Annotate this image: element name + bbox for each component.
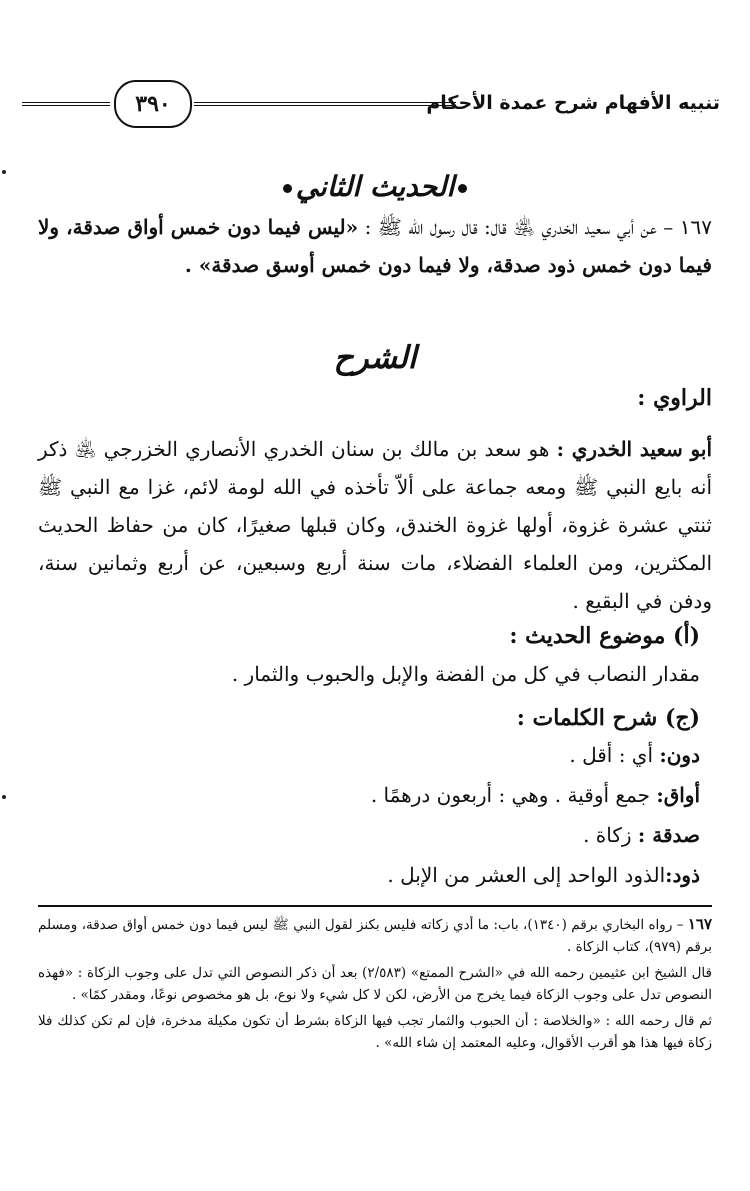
word-term: صدقة : — [637, 823, 700, 847]
word-term: دون: — [659, 743, 700, 767]
narrator-bio-text: هو سعد بن مالك بن سنان الخدري الأنصاري الخزرجي ﵁ ذكر أنه بايع النبي ﷺ ومعه جماعة على ألاّ تأخذه في الله لومة لائم، غزا مع النبي ﷺ ثنتي عشرة غزوة، أولها غزوة الخندق، وكان قبلها صغيرًا، كان من حفاظ الحديث المكثرين، ومن العلماء الفضلاء، مات سنة أربع وسبعين، عن أربع وثمانين سنة، ودفن في البقيع . — [38, 437, 712, 613]
footnotes — [38, 905, 712, 1058]
word-definition: أي : أقل . — [569, 743, 660, 767]
footnote: قال الشيخ ابن عثيمين رحمه الله في «الشرح الممتع» (٢/٥٨٣) بعد أن ذكر النصوص التي تدل على وجوب الزكاة : «فهذه النصوص تدل على وجوب الزكاة فيما يخرج من الأرض، لكن لا كل شيء ولا نوع، بل هو مخصوص نوعًا، ومقدر كمًا» . — [38, 965, 712, 1003]
book-title: تنبيه الأفهام شرح عمدة الأحكام — [426, 92, 720, 114]
topic-heading: (أ) موضوع الحديث : — [509, 623, 700, 649]
hadith-body: «ليس فيما دون خمس أواق صدقة، ولا فيما دون خمس ذود صدقة، ولا فيما دون خمس أوسق صدقة» . — [38, 215, 712, 277]
topic-text: مقدار النصاب في كل من الفضة والإبل والحبوب والثمار . — [231, 662, 700, 686]
hadith-title-text: الحديث الثاني — [295, 170, 455, 203]
word-entry — [583, 823, 700, 847]
page-header — [22, 78, 728, 128]
word-term: ذود: — [665, 863, 700, 887]
bullet-icon — [283, 184, 292, 193]
words-heading: (ج) شرح الكلمات : — [516, 705, 700, 731]
hadith-intro: ١٦٧ – عن أبي سعيد الخدري ﵁ قال: قال رسول الله ﷺ : — [358, 215, 712, 239]
footnote — [38, 913, 712, 958]
word-definition: الذود الواحد إلى العشر من الإبل . — [387, 863, 666, 887]
word-entry — [387, 863, 700, 887]
word-term: أواق: — [656, 783, 700, 807]
margin-mark — [2, 795, 6, 799]
word-entry — [569, 743, 700, 767]
header-rule-left — [22, 102, 110, 106]
narrator-name: أبو سعيد الخدري : — [556, 437, 712, 461]
hadith-title — [0, 170, 750, 203]
footnote-number: ١٦٧ — [687, 915, 712, 933]
page-number: ٣٩٠ — [114, 80, 192, 128]
hadith-text — [38, 208, 712, 284]
bullet-icon — [458, 184, 467, 193]
narrator-bio — [38, 430, 712, 620]
sharh-title: الشرح — [333, 340, 417, 376]
footnote: ثم قال رحمه الله : «والخلاصة : أن الحبوب والثمار تجب فيها الزكاة بشرط أن تكون مكيلة مدخرة، فإن لم تكن كذلك فلا زكاة فيها هذا هو أقرب الأقوال، وعليه المعتمد إن شاء الله» . — [38, 1013, 712, 1051]
rawi-heading: الراوي : — [637, 385, 712, 411]
word-entry — [371, 783, 700, 807]
word-definition: جمع أوقية . وهي : أربعون درهمًا . — [370, 783, 657, 807]
word-definition: زكاة . — [583, 823, 638, 847]
header-rule — [194, 102, 456, 106]
footnote-text: – رواه البخاري برقم (١٣٤٠)، باب: ما أدي زكاته فليس بكنز لقول النبي ﷺ ليس فيما دون خمس أواق صدقة، ومسلم برقم (٩٧٩)، كتاب الزكاة . — [38, 917, 712, 955]
